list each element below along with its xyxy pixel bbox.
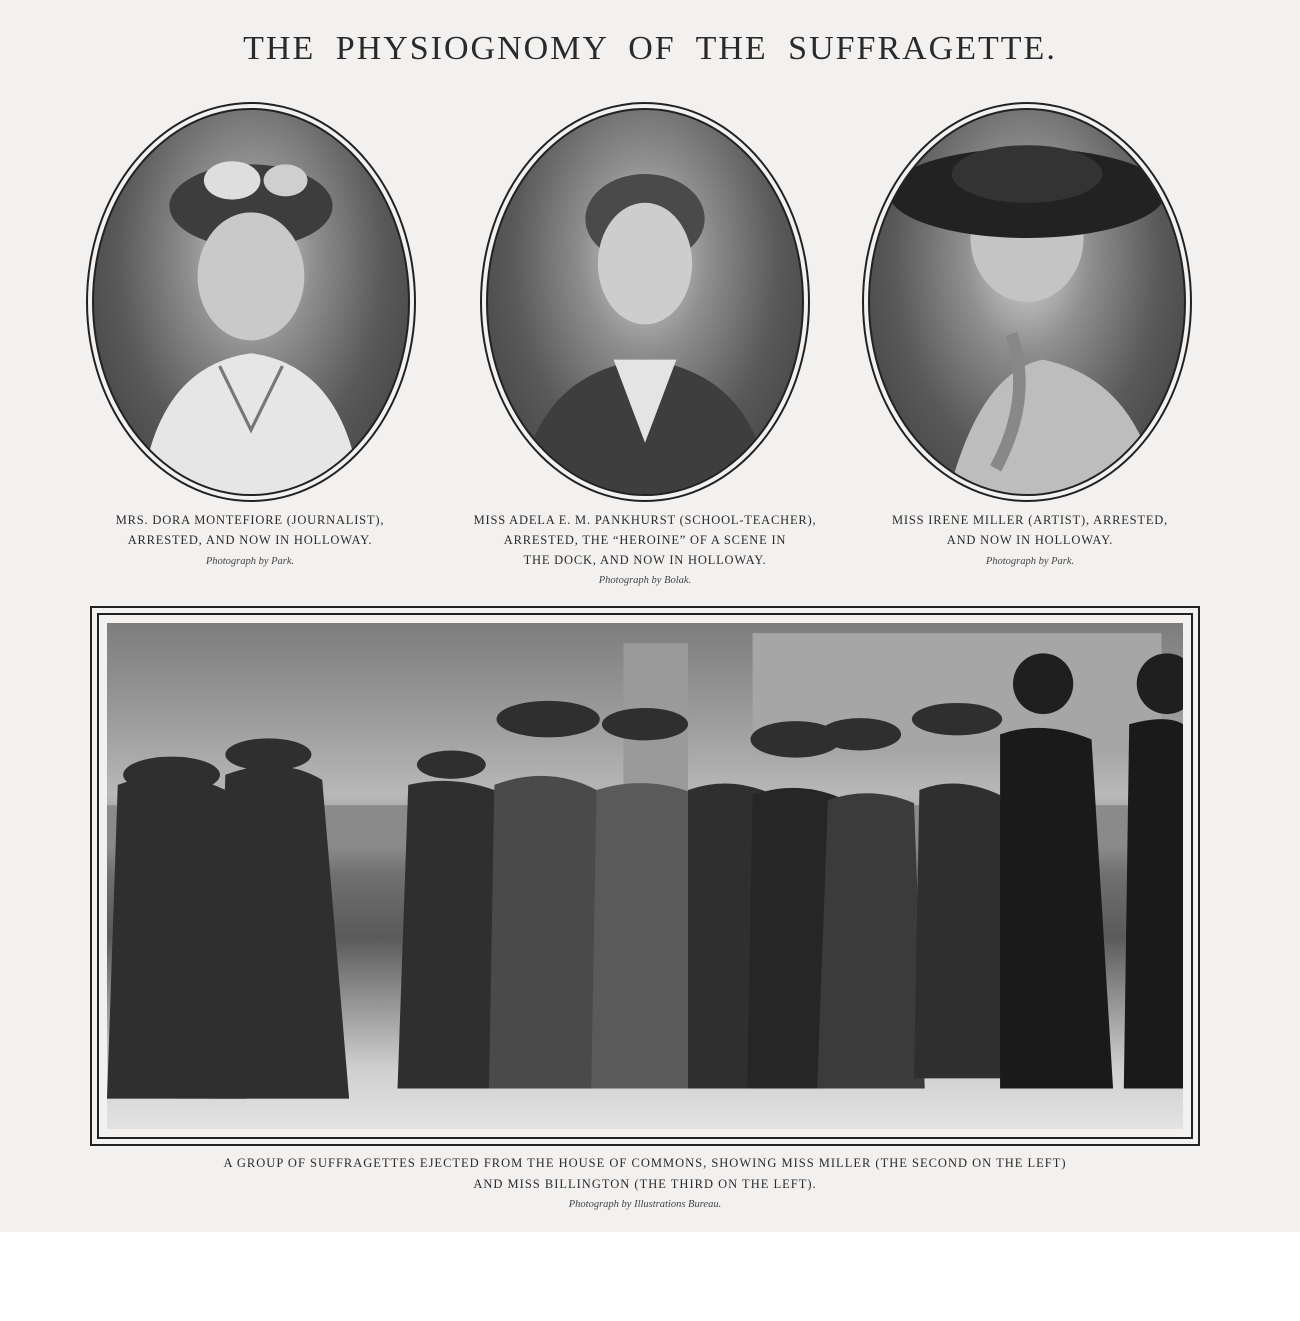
caption-line: MISS IRENE MILLER (ARTIST), ARRESTED, bbox=[891, 513, 1169, 527]
caption-line: AND MISS BILLINGTON (THE THIRD ON THE LEFT). bbox=[473, 1177, 817, 1191]
page-bottom-margin bbox=[0, 1232, 1300, 1321]
group-photo-frame bbox=[90, 606, 1200, 1146]
caption-line: ARRESTED, AND NOW IN HOLLOWAY. bbox=[127, 533, 373, 547]
portrait-photo bbox=[868, 108, 1186, 496]
photo-credit-montefiore: Photograph by Park. bbox=[205, 556, 295, 567]
portrait-pankhurst bbox=[480, 102, 810, 502]
caption-line: THE DOCK, AND NOW IN HOLLOWAY. bbox=[523, 553, 767, 567]
caption-line: MRS. DORA MONTEFIORE (JOURNALIST), bbox=[115, 513, 385, 527]
caption-line: MISS ADELA E. M. PANKHURST (SCHOOL-TEACHER), bbox=[473, 513, 817, 527]
caption-line: AND NOW IN HOLLOWAY. bbox=[946, 533, 1114, 547]
portrait-caption-pankhurst bbox=[450, 510, 840, 570]
portrait-figure-illustration bbox=[94, 110, 408, 494]
portrait-figure-illustration bbox=[870, 110, 1184, 494]
portrait-montefiore bbox=[86, 102, 416, 502]
portrait-miller bbox=[862, 102, 1192, 502]
portrait-figure-illustration bbox=[488, 110, 802, 494]
group-caption bbox=[90, 1153, 1200, 1195]
caption-line: A GROUP OF SUFFRAGETTES EJECTED FROM THE HOUSE OF COMMONS, SHOWING MISS MILLER (THE SECOND ON THE LEFT) bbox=[223, 1156, 1067, 1170]
portrait-photo bbox=[486, 108, 804, 496]
photo-credit-pankhurst: Photograph by Bolak. bbox=[598, 575, 692, 586]
photo-credit-miller: Photograph by Park. bbox=[985, 556, 1075, 567]
group-photo bbox=[107, 623, 1183, 1129]
photo-credit-group: Photograph by Illustrations Bureau. bbox=[568, 1199, 722, 1210]
portrait-caption-miller bbox=[835, 510, 1225, 550]
portrait-caption-montefiore bbox=[60, 510, 440, 550]
portrait-photo bbox=[92, 108, 410, 496]
page-title: THE PHYSIOGNOMY OF THE SUFFRAGETTE. bbox=[243, 30, 1057, 67]
caption-line: ARRESTED, THE “HEROINE” OF A SCENE IN bbox=[503, 533, 787, 547]
group-photo-illustration bbox=[107, 623, 1183, 1129]
